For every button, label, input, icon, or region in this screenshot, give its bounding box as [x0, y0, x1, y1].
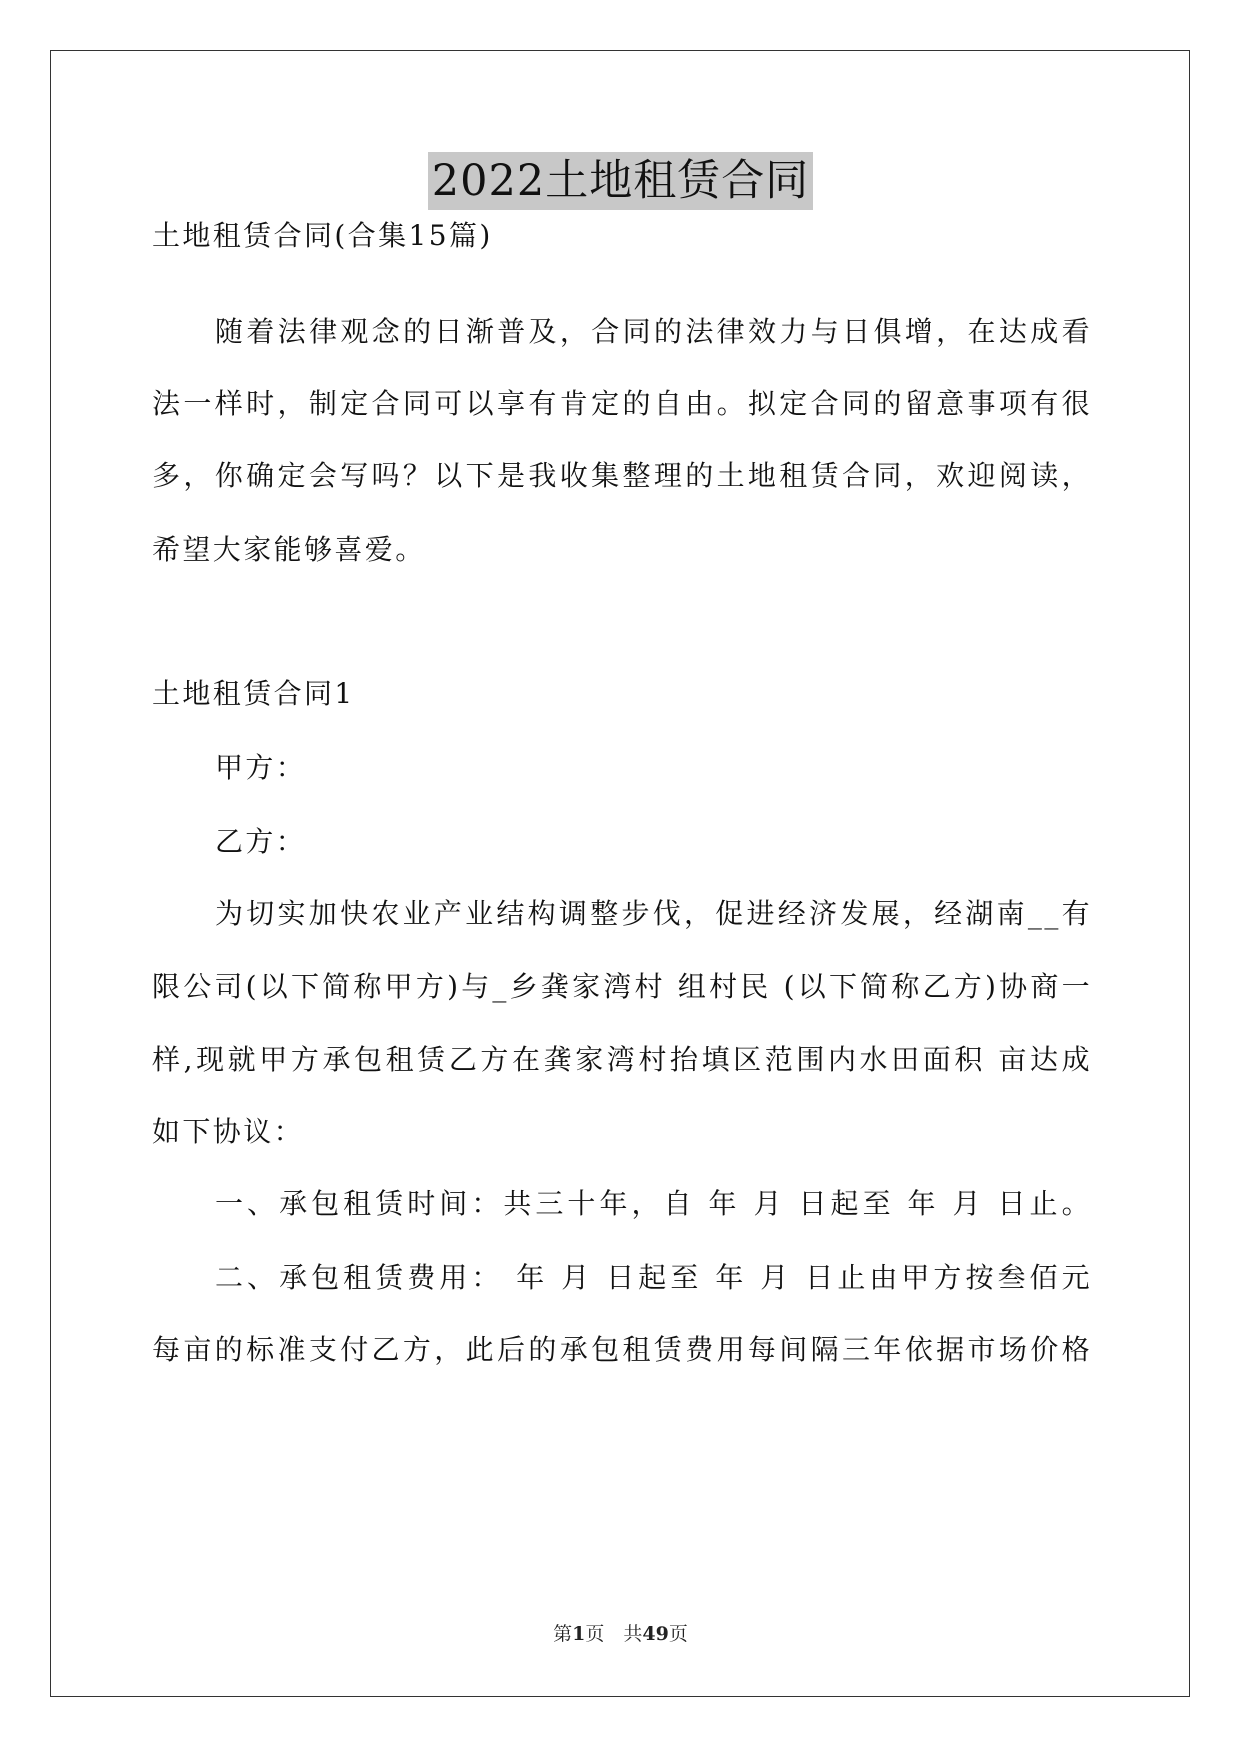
- intro-line-2: 法一样时，制定合同可以享有肯定的自由。拟定合同的留意事项有很: [152, 387, 1092, 420]
- party-a-label: 甲方：: [215, 751, 307, 784]
- footer-mid: 页 共: [585, 1623, 643, 1645]
- footer-prefix: 第: [553, 1623, 573, 1645]
- intro-line-1: 随着法律观念的日渐普及，合同的法律效力与日俱增，在达成看: [215, 315, 1092, 348]
- purpose-line-4: 如下协议：: [152, 1115, 305, 1148]
- footer-suffix: 页: [668, 1623, 688, 1645]
- page-border: [50, 50, 1190, 1697]
- purpose-line-1: 为切实加快农业产业结构调整步伐，促进经济发展，经湖南__有: [215, 897, 1092, 930]
- clause-2-line-2: 每亩的标准支付乙方，此后的承包租赁费用每间隔三年依据市场价格: [152, 1333, 1092, 1366]
- intro-line-3: 多，你确定会写吗？以下是我收集整理的土地租赁合同，欢迎阅读，: [152, 459, 1092, 492]
- clause-2-line-1: 二、承包租赁费用： 年 月 日起至 年 月 日止由甲方按叁佰元: [215, 1261, 1092, 1294]
- document-title: 2022土地租赁合同: [428, 152, 813, 210]
- section-heading: 土地租赁合同1: [152, 677, 355, 710]
- footer-total-pages: 49: [642, 1623, 669, 1645]
- document-subtitle: 土地租赁合同(合集15篇): [152, 219, 493, 252]
- purpose-line-2: 限公司(以下简称甲方)与_乡龚家湾村 组村民 (以下简称乙方)协商一: [152, 970, 1092, 1003]
- clause-1: 一、承包租赁时间：共三十年，自 年 月 日起至 年 月 日止。: [215, 1187, 1092, 1220]
- title-container: [0, 152, 1241, 210]
- footer-page-number: 1: [572, 1623, 586, 1645]
- party-b-label: 乙方：: [215, 825, 307, 858]
- intro-line-4: 希望大家能够喜爱。: [152, 533, 426, 566]
- page-footer: [0, 1622, 1241, 1646]
- purpose-line-3: 样,现就甲方承包租赁乙方在龚家湾村抬填区范围内水田面积 亩达成: [152, 1043, 1092, 1076]
